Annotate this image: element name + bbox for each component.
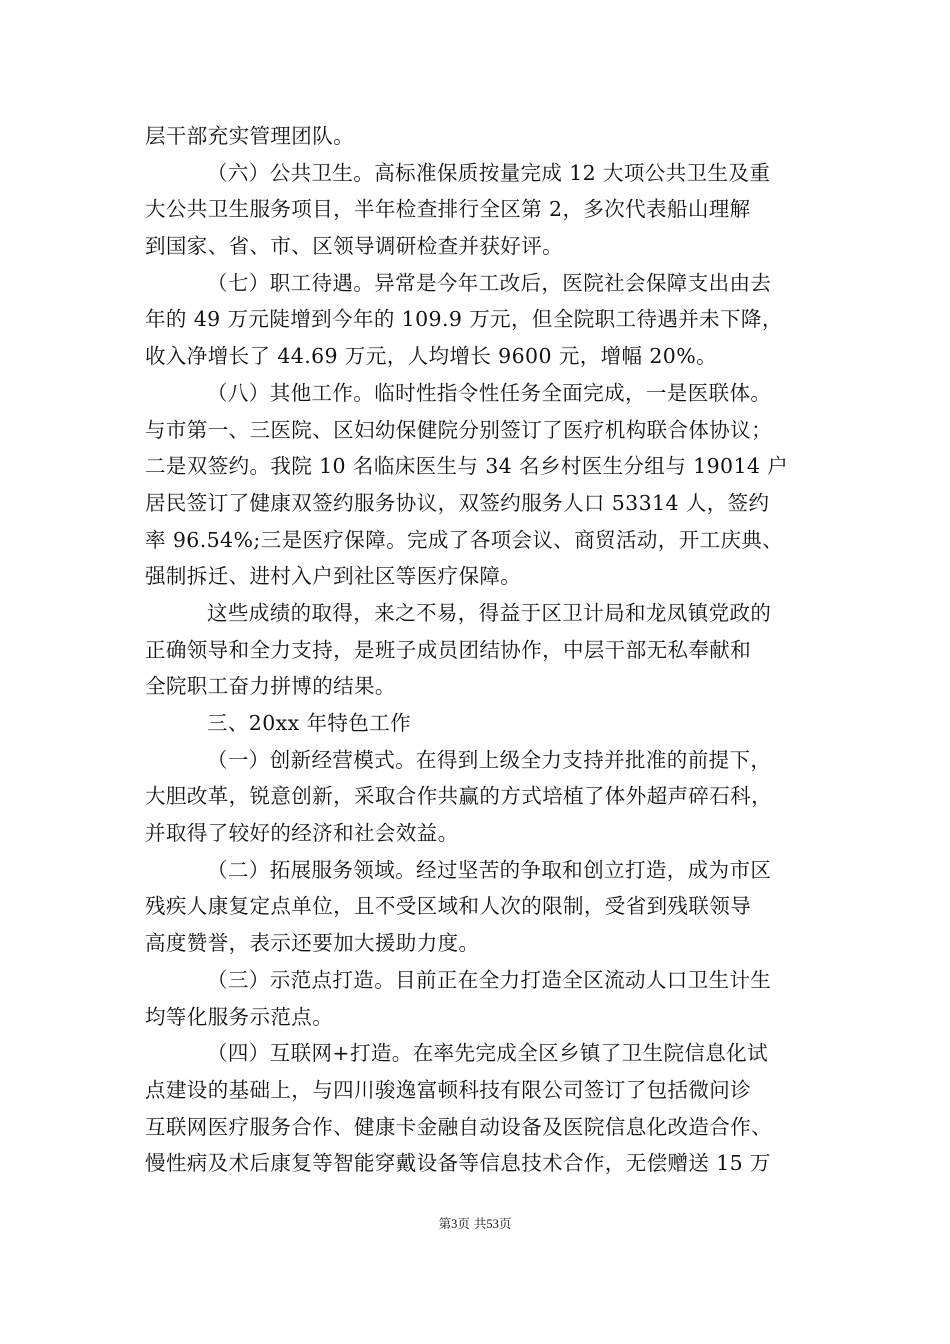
text-line: 残疾人康复定点单位，且不受区域和人次的限制，受省到残联领导	[145, 894, 752, 919]
text-line: 大胆改革，锐意创新，采取合作共赢的方式培植了体外超声碎石科，	[145, 784, 772, 809]
text-line: 到国家、省、市、区领导调研检查并获好评。	[145, 234, 563, 259]
body-text	[145, 118, 810, 1182]
text-line: 互联网医疗服务合作、健康卡金融自动设备及医院信息化改造合作、	[145, 1114, 772, 1139]
text-line: （一）创新经营模式。在得到上级全力支持并批准的前提下，	[207, 747, 772, 772]
text-line: 与市第一、三医院、区妇幼保健院分别签订了医疗机构联合体协议；	[145, 417, 772, 442]
text-line: 慢性病及术后康复等智能穿戴设备等信息技术合作，无偿赠送 15 万	[145, 1151, 771, 1176]
text-line: （七）职工待遇。异常是今年工改后，医院社会保障支出由去	[207, 270, 772, 295]
text-line: （三）示范点打造。目前正在全力打造全区流动人口卫生计生	[207, 967, 772, 992]
text-line: 并取得了较好的经济和社会效益。	[145, 821, 459, 846]
text-line: （八）其他工作。临时性指令性任务全面完成，一是医联体。	[207, 380, 772, 405]
text-line: （四）互联网+打造。在率先完成全区乡镇了卫生院信息化试	[207, 1041, 768, 1066]
text-line: （六）公共卫生。高标准保质按量完成 12 大项公共卫生及重	[207, 160, 771, 185]
text-line: 大公共卫生服务项目，半年检查排行全区第 2，多次代表船山理解	[145, 197, 751, 222]
text-line: 三、20xx 年特色工作	[207, 711, 412, 735]
text-line: 率 96.54%;三是医疗保障。完成了各项会议、商贸活动，开工庆典、	[145, 527, 784, 552]
text-line: 这些成绩的取得，来之不易，得益于区卫计局和龙凤镇党政的	[207, 600, 772, 625]
total-page-count: 53	[486, 1217, 499, 1231]
text-line: 强制拆迁、进村入户到社区等医疗保障。	[145, 564, 522, 589]
text-line: 收入净增长了 44.69 万元，人均增长 9600 元，增幅 20%。	[145, 344, 718, 369]
text-line: 正确领导和全力支持，是班子成员团结协作，中层干部无私奉献和	[145, 637, 752, 662]
text-line: 二是双签约。我院 10 名临床医生与 34 名乡村医生分组与 19014 户	[145, 454, 789, 479]
footer-suffix: 页	[498, 1216, 512, 1231]
text-line: 年的 49 万元陡增到今年的 109.9 万元，但全院职工待遇并未下降，	[145, 307, 783, 332]
text-line: （二）拓展服务领域。经过坚苦的争取和创立打造，成为市区	[207, 857, 772, 882]
current-page-number: 3	[451, 1217, 458, 1231]
page-footer	[0, 1216, 950, 1232]
text-line: 全院职工奋力拼博的结果。	[145, 674, 396, 699]
text-line: 居民签订了健康双签约服务协议，双签约服务人口 53314 人，签约	[145, 490, 770, 515]
text-line: 层干部充实管理团队。	[145, 124, 354, 148]
footer-middle: 页 共	[457, 1216, 487, 1231]
text-line: 点建设的基础上，与四川骏逸富顿科技有限公司签订了包括微问诊	[145, 1077, 752, 1102]
text-line: 均等化服务示范点。	[145, 1004, 334, 1029]
text-line: 高度赞誉，表示还要加大援助力度。	[145, 931, 480, 956]
footer-prefix: 第	[438, 1216, 452, 1231]
